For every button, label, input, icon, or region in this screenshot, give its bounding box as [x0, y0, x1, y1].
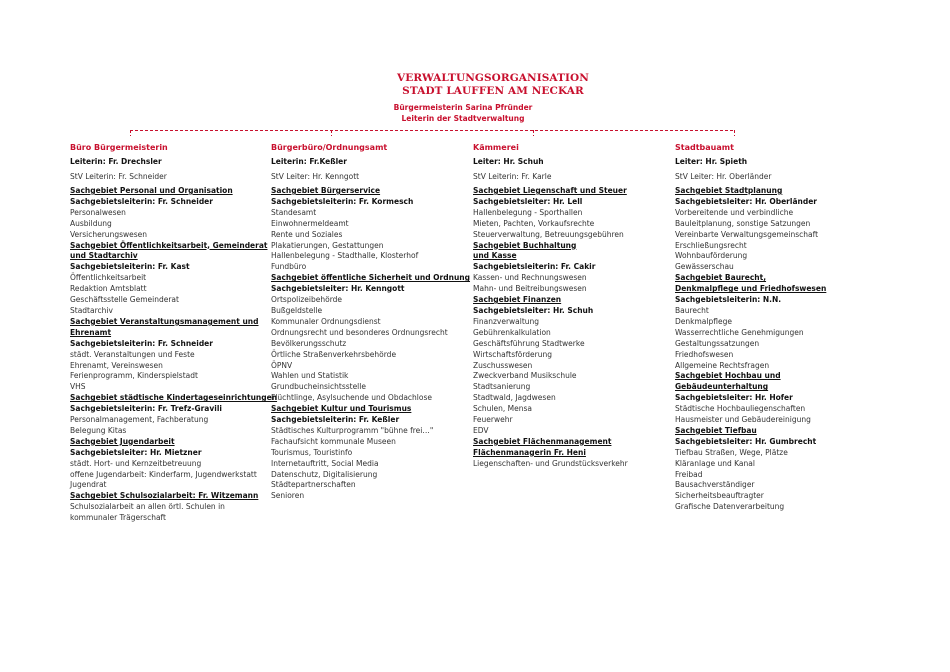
- section-heading: Sachgebiet Öffentlichkeitsarbeit, Gemeinderat: [70, 240, 268, 250]
- department-title: Kämmerei: [473, 143, 519, 152]
- section-heading: Sachgebiet Finanzen: [473, 295, 562, 305]
- section-heading: Sachgebiet Buchhaltung: [473, 240, 577, 250]
- task-item: Redaktion Amtsblatt: [70, 284, 147, 294]
- task-item: Wahlen und Statistik: [271, 371, 349, 381]
- task-item: Wasserrechtliche Genehmigungen: [675, 327, 804, 337]
- task-item: Personalmanagement, Fachberatung: [70, 415, 209, 425]
- task-item: Mieten, Pachten, Vorkaufsrechte: [473, 218, 595, 228]
- section-heading: Denkmalpflege und Friedhofswesen: [675, 284, 827, 294]
- task-item: Stadtarchiv: [70, 305, 113, 315]
- task-item: Bußgeldstelle: [271, 305, 323, 315]
- task-item: Sicherheitsbeauftragter: [675, 491, 764, 501]
- department-head: Leiterin: Fr.Keßler: [271, 157, 347, 166]
- section-lead: Sachgebietsleiterin: Fr. Cakir: [473, 262, 596, 272]
- task-item: Grundbucheinsichtsstelle: [271, 382, 366, 392]
- section-lead: Sachgebietsleiterin: N.N.: [675, 295, 782, 305]
- task-item: Mahn- und Beitreibungswesen: [473, 284, 587, 294]
- task-item: kommunaler Trägerschaft: [70, 513, 166, 523]
- department-deputy: StV Leiter: Hr. Oberländer: [675, 172, 772, 181]
- task-item: Fachaufsicht kommunale Museen: [271, 436, 396, 446]
- task-item: Tiefbau Straßen, Wege, Plätze: [675, 447, 788, 457]
- section-heading: Sachgebiet öffentliche Sicherheit und Ordnung: [271, 273, 471, 283]
- section-lead: Sachgebietsleiter: Hr. Kenngott: [271, 284, 405, 294]
- section-lead: Sachgebietsleiterin: Fr. Schneider: [70, 196, 213, 206]
- task-item: Flüchtlinge, Asylsuchende und Obdachlose: [271, 393, 433, 403]
- section-heading: Sachgebiet Jugendarbeit: [70, 436, 175, 446]
- task-item: Allgemeine Rechtsfragen: [675, 360, 770, 370]
- task-item: Vorbereitende und verbindliche: [675, 207, 794, 217]
- section-lead: Sachgebietsleiter: Hr. Hofer: [675, 393, 793, 403]
- task-item: Bausachverständiger: [675, 480, 755, 490]
- mayor-role: Leiterin der Stadtverwaltung: [401, 114, 525, 123]
- task-item: Einwohnermeldeamt: [271, 218, 349, 228]
- task-item: Erschließungsrecht: [675, 240, 747, 250]
- task-item: Zuschusswesen: [473, 360, 533, 370]
- task-item: Hallenbelegung - Sporthallen: [473, 207, 583, 217]
- department-column-buergerbuero: [271, 141, 471, 502]
- task-item: Zweckverband Musikschule: [473, 371, 577, 381]
- task-item: offene Jugendarbeit: Kinderfarm, Jugendwerkstatt: [70, 469, 257, 479]
- task-item: Kläranlage und Kanal: [675, 458, 755, 468]
- task-item: Ehrenamt, Vereinswesen: [70, 360, 163, 370]
- department-column-buero-buergermeisterin: [70, 141, 278, 524]
- task-item: Liegenschaften- und Grundstücksverkehr: [473, 458, 628, 468]
- department-deputy: StV Leiter: Hr. Kenngott: [271, 172, 360, 181]
- department-title: Stadtbauamt: [675, 143, 734, 152]
- section-heading: Flächenmanagerin Fr. Heni: [473, 447, 586, 457]
- section-heading: Sachgebiet Baurecht,: [675, 273, 767, 283]
- section-heading: Sachgebiet Hochbau und: [675, 371, 781, 381]
- task-item: VHS: [70, 382, 86, 392]
- task-item: Städtische Hochbauliegenschaften: [675, 404, 806, 414]
- task-item: Wohnbauförderung: [675, 251, 748, 261]
- task-item: Städtepartnerschaften: [271, 480, 356, 490]
- section-lead: Sachgebietsleiterin: Fr. Kormesch: [271, 196, 414, 206]
- task-item: städt. Veranstaltungen und Feste: [70, 349, 195, 359]
- task-item: Städtisches Kulturprogramm "bühne frei…": [271, 425, 434, 435]
- section-lead: Sachgebietsleiterin: Fr. Keßler: [271, 415, 400, 425]
- task-item: Senioren: [271, 491, 305, 501]
- section-heading: Ehrenamt: [70, 327, 112, 337]
- department-items: [675, 186, 870, 513]
- task-item: Denkmalpflege: [675, 316, 732, 326]
- task-item: Ordnungsrecht und besonderes Ordnungsrecht: [271, 327, 448, 337]
- task-item: Ausbildung: [70, 218, 112, 228]
- task-item: Feuerwehr: [473, 415, 513, 425]
- department-title: Büro Bürgermeisterin: [70, 143, 168, 152]
- task-item: Geschäftsstelle Gemeinderat: [70, 295, 179, 305]
- department-deputy: StV Leiterin: Fr. Karle: [473, 172, 552, 181]
- department-head: Leiter: Hr. Schuh: [473, 157, 544, 166]
- section-heading: Sachgebiet Flächenmanagement: [473, 436, 612, 446]
- task-item: Bevölkerungsschutz: [271, 338, 347, 348]
- section-heading: Sachgebiet Kultur und Tourismus: [271, 404, 412, 414]
- section-heading: Sachgebiet Veranstaltungsmanagement und: [70, 316, 259, 326]
- task-item: Hallenbelegung - Stadthalle, Klosterhof: [271, 251, 419, 261]
- task-item: ÖPNV: [271, 360, 293, 370]
- section-lead: Sachgebietsleiter: Hr. Gumbrecht: [675, 436, 817, 446]
- task-item: Standesamt: [271, 207, 317, 217]
- task-item: Personalwesen: [70, 207, 126, 217]
- task-item: Friedhofswesen: [675, 349, 734, 359]
- task-item: Schulen, Mensa: [473, 404, 532, 414]
- task-item: Vereinbarte Verwaltungsgemeinschaft: [675, 229, 819, 239]
- task-item: Geschäftsführung Stadtwerke: [473, 338, 585, 348]
- section-heading: Gebäudeunterhaltung: [675, 382, 769, 392]
- task-item: Fundbüro: [271, 262, 307, 272]
- department-items: [70, 186, 278, 524]
- section-heading: Sachgebiet Tiefbau: [675, 425, 757, 435]
- department-items: [271, 186, 471, 502]
- task-item: Rente und Soziales: [271, 229, 343, 239]
- section-lead: Sachgebietsleiter: Hr. Mietzner: [70, 447, 202, 457]
- section-heading: Sachgebiet Personal und Organisation: [70, 186, 233, 195]
- task-item: Grafische Datenverarbeitung: [675, 502, 785, 512]
- section-lead: Sachgebietsleiterin: Fr. Schneider: [70, 338, 213, 348]
- task-item: EDV: [473, 425, 489, 435]
- department-head: Leiter: Hr. Spieth: [675, 157, 748, 166]
- task-item: Stadtwald, Jagdwesen: [473, 393, 556, 403]
- task-item: Ortspolizeibehörde: [271, 295, 343, 305]
- task-item: Finanzverwaltung: [473, 316, 540, 326]
- department-deputy: StV Leiterin: Fr. Schneider: [70, 172, 167, 181]
- department-column-stadtbauamt: [675, 141, 870, 513]
- section-lead: Sachgebietsleiterin: Fr. Trefz-Gravili: [70, 404, 222, 414]
- mayor-name: Bürgermeisterin Sarina Pfründer: [393, 103, 533, 112]
- task-item: Plakatierungen, Gestattungen: [271, 240, 384, 250]
- task-item: Belegung Kitas: [70, 425, 127, 435]
- section-lead: Sachgebietsleiter: Hr. Lell: [473, 196, 583, 206]
- section-heading: und Stadtarchiv: [70, 251, 138, 261]
- task-item: Datenschutz, Digitalisierung: [271, 469, 378, 479]
- section-lead: Sachgebietsleiter: Hr. Schuh: [473, 305, 594, 315]
- task-item: Versicherungswesen: [70, 229, 148, 239]
- department-title: Bürgerbüro/Ordnungsamt: [271, 143, 388, 152]
- task-item: Schulsozialarbeit an allen örtl. Schulen in: [70, 502, 225, 512]
- section-heading: Sachgebiet Schulsozialarbeit: Fr. Witzemann: [70, 491, 259, 501]
- task-item: städt. Hort- und Kernzeitbetreuung: [70, 458, 202, 468]
- department-items: [473, 186, 668, 470]
- department-column-kaemmerei: [473, 141, 668, 470]
- section-heading: Sachgebiet Liegenschaft und Steuer: [473, 186, 627, 195]
- task-item: Jugendrat: [70, 480, 107, 490]
- section-heading: Sachgebiet Bürgerservice: [271, 186, 381, 195]
- task-item: Örtliche Straßenverkehrsbehörde: [271, 349, 397, 359]
- section-heading: Sachgebiet Stadtplanung: [675, 186, 783, 195]
- task-item: Internetauftritt, Social Media: [271, 458, 379, 468]
- task-item: Tourismus, Touristinfo: [271, 447, 353, 457]
- section-lead: Sachgebietsleiterin: Fr. Kast: [70, 262, 190, 272]
- title-line-2: STADT LAUFFEN AM NECKAR: [402, 85, 584, 97]
- department-head: Leiterin: Fr. Drechsler: [70, 157, 162, 166]
- section-lead: Sachgebietsleiter: Hr. Oberländer: [675, 196, 818, 206]
- task-item: Kommunaler Ordnungsdienst: [271, 316, 381, 326]
- task-item: Gebührenkalkulation: [473, 327, 551, 337]
- task-item: Steuerverwaltung, Betreuungsgebühren: [473, 229, 624, 239]
- task-item: Wirtschaftsförderung: [473, 349, 553, 359]
- task-item: Kassen- und Rechnungswesen: [473, 273, 587, 283]
- task-item: Ferienprogramm, Kinderspielstadt: [70, 371, 198, 381]
- task-item: Freibad: [675, 469, 703, 479]
- task-item: Stadtsanierung: [473, 382, 531, 392]
- section-heading: und Kasse: [473, 251, 517, 261]
- section-heading: Sachgebiet städtische Kindertageseinrichtungen: [70, 393, 278, 403]
- task-item: Bauleitplanung, sonstige Satzungen: [675, 218, 811, 228]
- task-item: Hausmeister und Gebäudereinigung: [675, 415, 811, 425]
- task-item: Öffentlichkeitsarbeit: [70, 273, 147, 283]
- task-item: Baurecht: [675, 305, 709, 315]
- title-line-1: VERWALTUNGSORGANISATION: [397, 72, 589, 84]
- task-item: Gestaltungssatzungen: [675, 338, 760, 348]
- task-item: Gewässerschau: [675, 262, 734, 272]
